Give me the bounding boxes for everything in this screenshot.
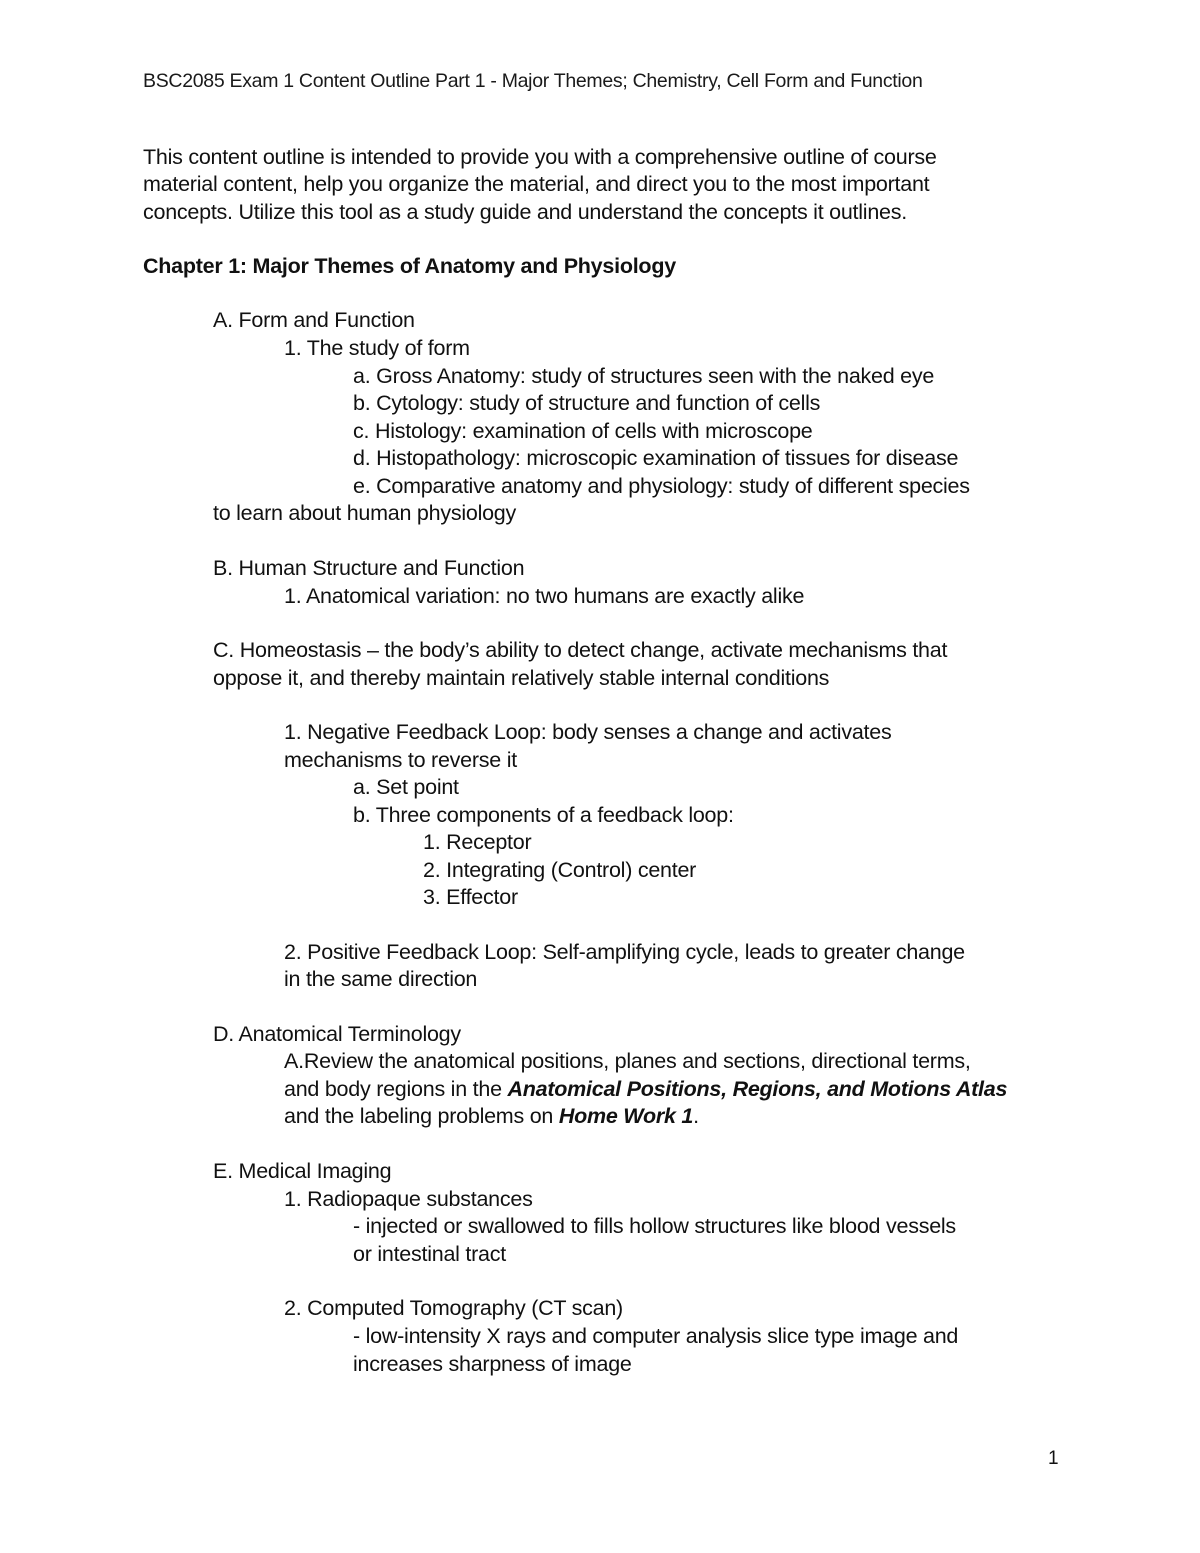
chapter-title: Chapter 1: Major Themes of Anatomy and Physiology — [143, 254, 676, 278]
section-d-line-3-text: and the labeling problems on — [284, 1104, 559, 1128]
section-b-item-1: 1. Anatomical variation: no two humans are exactly alike — [284, 584, 805, 608]
section-a-sub-a: a. Gross Anatomy: study of structures seen with the naked eye — [353, 364, 935, 388]
homework-title: Home Work 1 — [558, 1104, 694, 1128]
section-c-item-2-line-2: in the same direction — [284, 967, 478, 991]
section-e-item-2-sub-line-1: - low-intensity X rays and computer analysis slice type image and — [353, 1324, 959, 1348]
section-d-line-2 — [284, 1075, 1007, 1103]
section-a-sub-e-wrap: to learn about human physiology — [213, 501, 517, 525]
intro-line-3: concepts. Utilize this tool as a study guide and understand the concepts it outlines. — [143, 200, 907, 224]
section-c-title-line-2: oppose it, and thereby maintain relatively stable internal conditions — [213, 666, 830, 690]
section-a-sub-c: c. Histology: examination of cells with microscope — [353, 419, 813, 443]
section-a-item-1: 1. The study of form — [284, 336, 470, 360]
component-integrating-center: 2. Integrating (Control) center — [423, 858, 697, 882]
section-c-sub-b: b. Three components of a feedback loop: — [353, 803, 734, 827]
section-d-line-3 — [284, 1102, 699, 1130]
section-e-item-2: 2. Computed Tomography (CT scan) — [284, 1296, 623, 1320]
section-a-sub-d: d. Histopathology: microscopic examination of tissues for disease — [353, 446, 959, 470]
section-d-title: D. Anatomical Terminology — [213, 1022, 461, 1046]
section-c-sub-a: a. Set point — [353, 775, 459, 799]
intro-line-2: material content, help you organize the material, and direct you to the most important — [143, 172, 930, 196]
section-c-item-1-line-1: 1. Negative Feedback Loop: body senses a change and activates — [284, 720, 892, 744]
section-e-item-2-sub-line-2: increases sharpness of image — [353, 1352, 632, 1376]
section-a-sub-b: b. Cytology: study of structure and function of cells — [353, 391, 821, 415]
section-d-line-1: A.Review the anatomical positions, planes and sections, directional terms, — [284, 1049, 971, 1073]
section-a-sub-e: e. Comparative anatomy and physiology: study of different species — [353, 474, 970, 498]
atlas-title: Anatomical Positions, Regions, and Motions Atlas — [507, 1077, 1008, 1101]
section-b-title: B. Human Structure and Function — [213, 556, 525, 580]
section-d-line-3-end: . — [693, 1104, 699, 1128]
section-e-item-1-sub-line-1: - injected or swallowed to fills hollow structures like blood vessels — [353, 1214, 956, 1238]
component-effector: 3. Effector — [423, 885, 518, 909]
section-e-item-1-sub-line-2: or intestinal tract — [353, 1242, 506, 1266]
section-c-item-2-line-1: 2. Positive Feedback Loop: Self-amplifying cycle, leads to greater change — [284, 940, 965, 964]
section-a-title: A. Form and Function — [213, 308, 415, 332]
section-c-item-1-line-2: mechanisms to reverse it — [284, 748, 517, 772]
page-header: BSC2085 Exam 1 Content Outline Part 1 - Major Themes; Chemistry, Cell Form and Function — [143, 70, 923, 92]
section-d-line-2-text: and body regions in the — [284, 1077, 508, 1101]
section-e-title: E. Medical Imaging — [213, 1159, 392, 1183]
intro-line-1: This content outline is intended to provide you with a comprehensive outline of course — [143, 145, 937, 169]
section-e-item-1: 1. Radiopaque substances — [284, 1187, 533, 1211]
component-receptor: 1. Receptor — [423, 830, 532, 854]
page-number: 1 — [1048, 1448, 1059, 1469]
section-c-title-line-1: C. Homeostasis – the body’s ability to detect change, activate mechanisms that — [213, 638, 948, 662]
